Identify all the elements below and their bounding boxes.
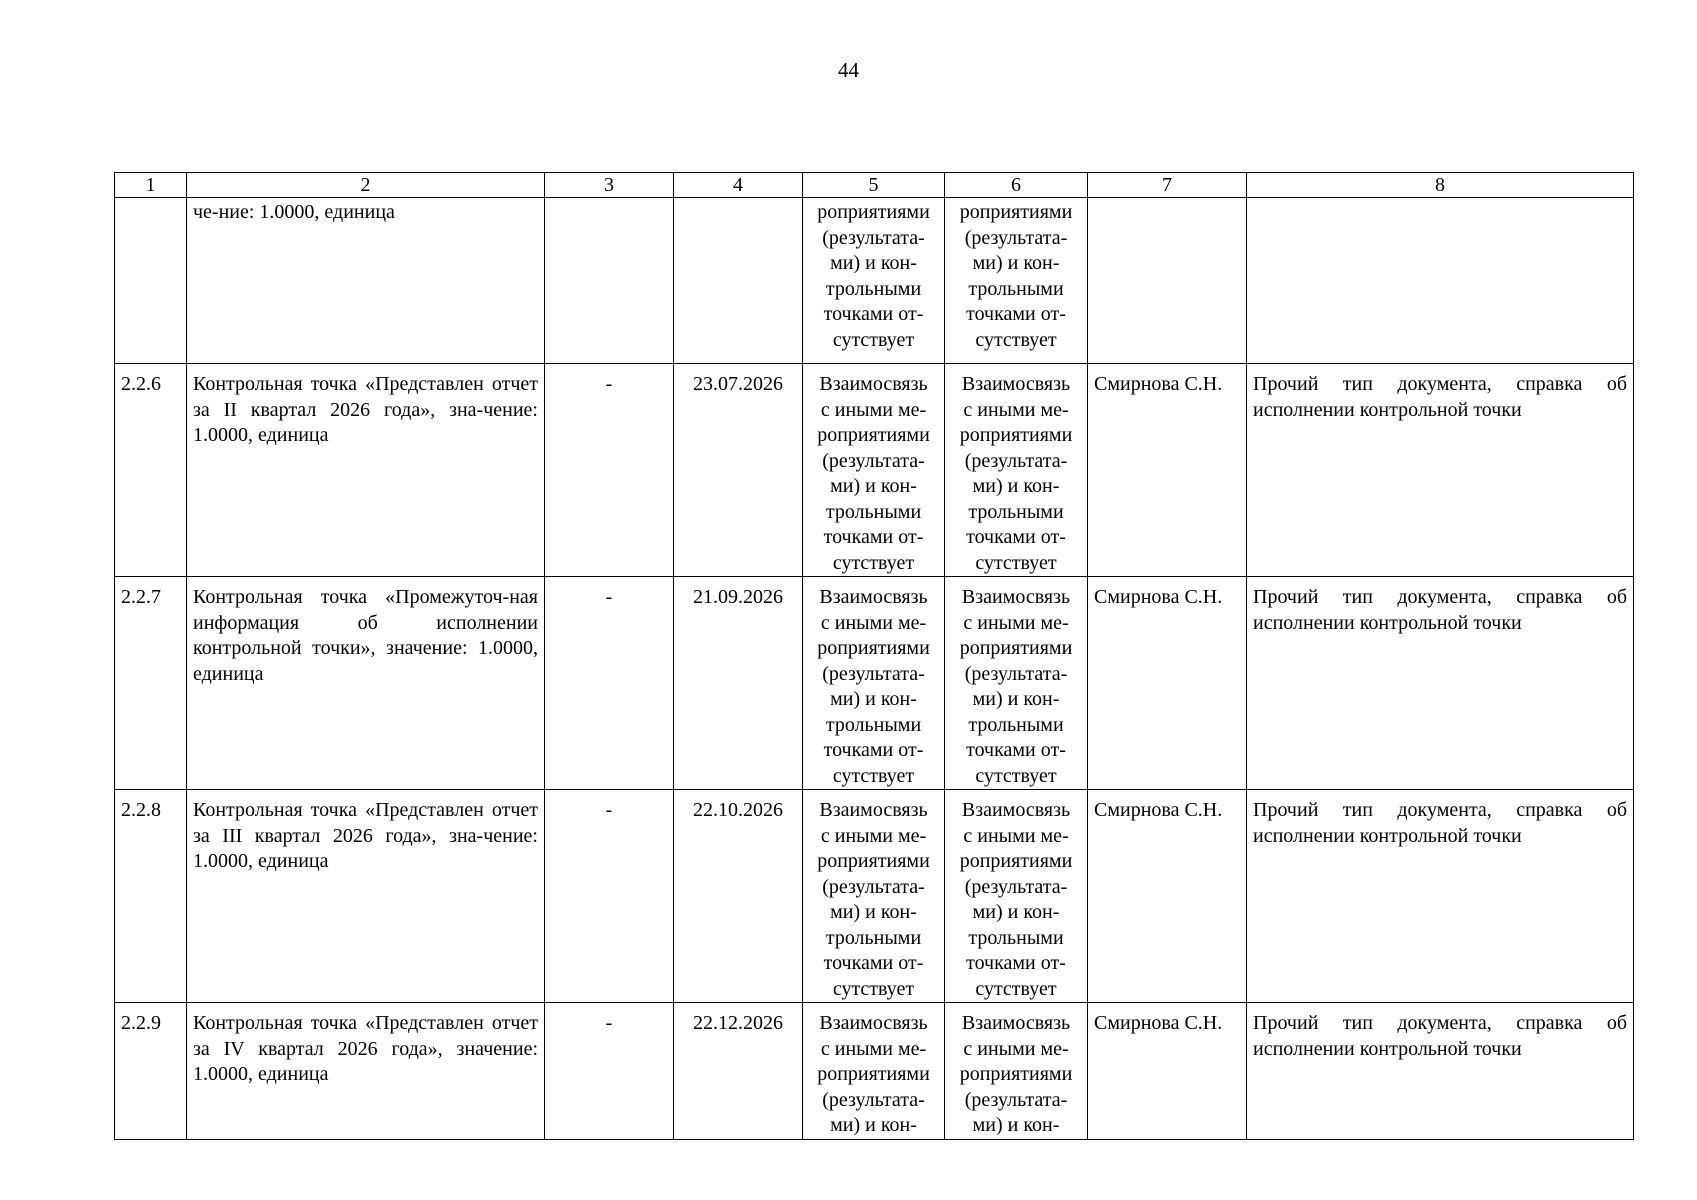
relationship-cell: Взаимосвязь с иными ме- роприятиями (результата- ми) и кон- (945, 1003, 1088, 1140)
control-point-name: Контрольная точка «Представлен отчет за IV квартал 2026 года», значение: 1.0000, единица (187, 1003, 545, 1140)
page-number: 44 (838, 58, 859, 82)
relationship-cell: Взаимосвязь с иными ме- роприятиями (результата- ми) и кон- трольными точками от- сутствует (945, 577, 1088, 790)
control-point-name: Контрольная точка «Промежуточ-ная информация об исполнении контрольной точки», значение: 1.0000, единица (187, 577, 545, 790)
relationship-cell: роприятиями (результата- ми) и кон- трольными точками от- сутствует (945, 198, 1088, 364)
row-number-cell: 2.2.8 (115, 790, 187, 1003)
column-number-header: 3 (545, 173, 674, 198)
column-number-header: 4 (674, 173, 803, 198)
row-number-cell: 2.2.7 (115, 577, 187, 790)
column-number-header: 8 (1247, 173, 1634, 198)
column-number-header: 6 (945, 173, 1088, 198)
date-cell: 21.09.2026 (674, 577, 803, 790)
column-number-header: 5 (803, 173, 945, 198)
relationship-cell: Взаимосвязь с иными ме- роприятиями (результата- ми) и кон- трольными точками от- сутствует (945, 364, 1088, 577)
relationship-cell: Взаимосвязь с иными ме- роприятиями (результата- ми) и кон- трольными точками от- сутствует (945, 790, 1088, 1003)
table-row (115, 790, 1634, 1003)
date-cell (674, 198, 803, 364)
control-points-table (114, 172, 1634, 1140)
row-number-cell (115, 198, 187, 364)
document-cell: Прочий тип документа, справка об исполнении контрольной точки (1247, 1003, 1634, 1140)
column-number-header: 2 (187, 173, 545, 198)
table-row (115, 577, 1634, 790)
row-number-cell: 2.2.9 (115, 1003, 187, 1140)
responsible-cell: Смирнова С.Н. (1088, 364, 1247, 577)
responsible-cell: Смирнова С.Н. (1088, 790, 1247, 1003)
relationship-cell: Взаимосвязь с иными ме- роприятиями (результата- ми) и кон- трольными точками от- сутствует (803, 577, 945, 790)
column-number-header: 7 (1088, 173, 1247, 198)
document-cell: Прочий тип документа, справка об исполнении контрольной точки (1247, 790, 1634, 1003)
relationship-cell: Взаимосвязь с иными ме- роприятиями (результата- ми) и кон- трольными точками от- сутствует (803, 790, 945, 1003)
column-3-cell: - (545, 790, 674, 1003)
date-cell: 22.12.2026 (674, 1003, 803, 1140)
column-3-cell: - (545, 364, 674, 577)
table-row-continuation (115, 198, 1634, 364)
control-point-name: Контрольная точка «Представлен отчет за II квартал 2026 года», зна-чение: 1.0000, единица (187, 364, 545, 577)
control-point-name: Контрольная точка «Представлен отчет за III квартал 2026 года», зна-чение: 1.0000, единица (187, 790, 545, 1003)
relationship-cell: роприятиями (результата- ми) и кон- трольными точками от- сутствует (803, 198, 945, 364)
column-3-cell: - (545, 577, 674, 790)
responsible-cell: Смирнова С.Н. (1088, 1003, 1247, 1140)
document-cell: Прочий тип документа, справка об исполнении контрольной точки (1247, 577, 1634, 790)
table-row (115, 1003, 1634, 1140)
responsible-cell: Смирнова С.Н. (1088, 577, 1247, 790)
relationship-cell: Взаимосвязь с иными ме- роприятиями (результата- ми) и кон- трольными точками от- сутствует (803, 364, 945, 577)
relationship-cell: Взаимосвязь с иными ме- роприятиями (результата- ми) и кон- (803, 1003, 945, 1140)
document-cell: Прочий тип документа, справка об исполнении контрольной точки (1247, 364, 1634, 577)
document-cell (1247, 198, 1634, 364)
control-point-name: че-ние: 1.0000, единица (187, 198, 545, 364)
column-3-cell (545, 198, 674, 364)
column-number-header-row (115, 173, 1634, 198)
row-number-cell: 2.2.6 (115, 364, 187, 577)
date-cell: 22.10.2026 (674, 790, 803, 1003)
table-row (115, 364, 1634, 577)
column-3-cell: - (545, 1003, 674, 1140)
responsible-cell (1088, 198, 1247, 364)
column-number-header: 1 (115, 173, 187, 198)
date-cell: 23.07.2026 (674, 364, 803, 577)
